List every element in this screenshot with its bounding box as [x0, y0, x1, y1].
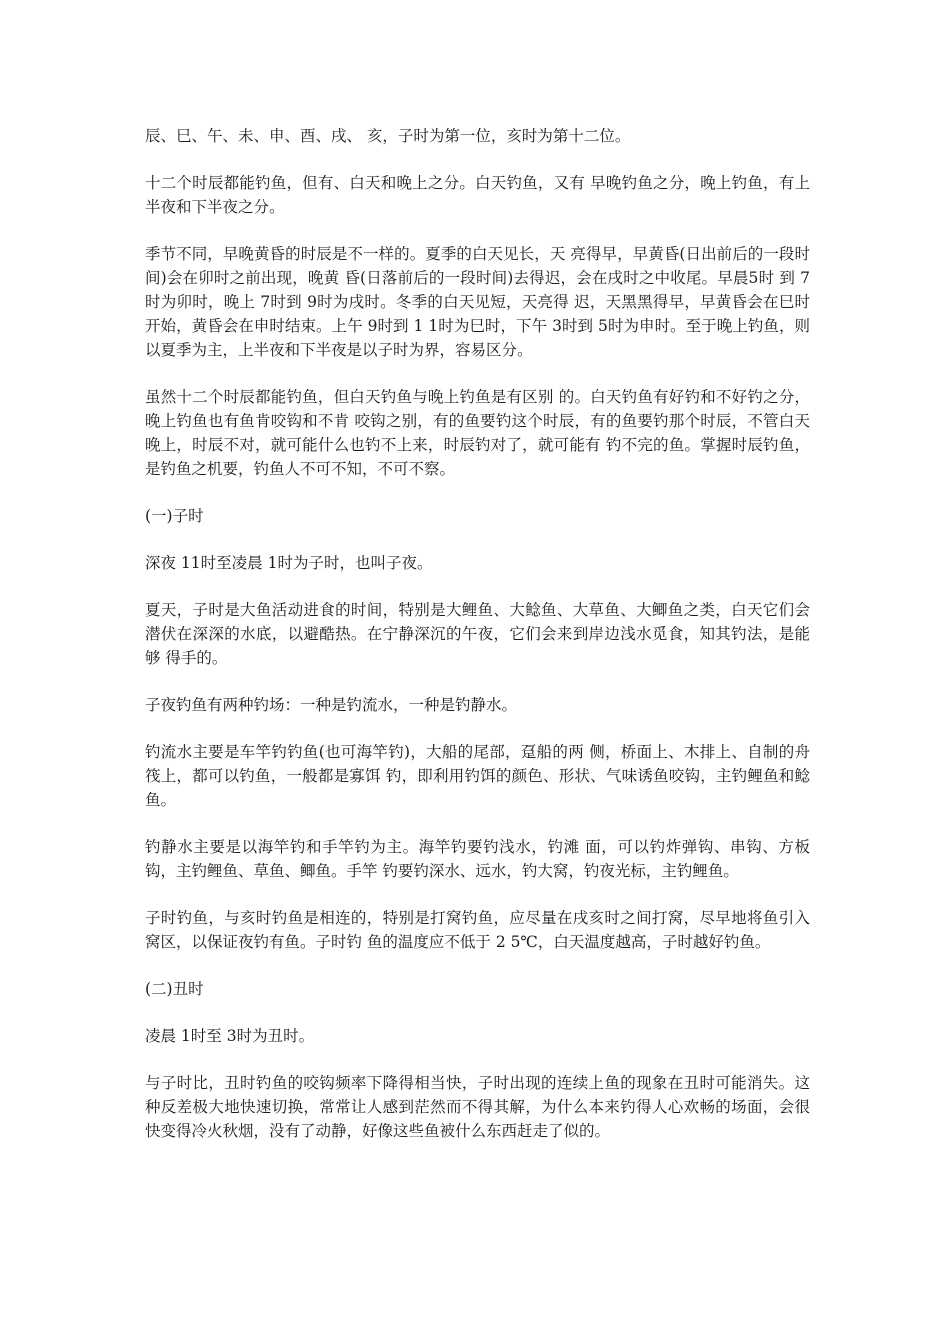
paragraph-twelve-periods: 十二个时辰都能钓鱼，但有、白天和晚上之分。白天钓鱼，又有 早晚钓鱼之分，晚上钓鱼，有上半夜和下半夜之分。 — [145, 174, 810, 216]
document-page — [145, 124, 810, 1166]
paragraph-chou-hour-drop: 与子时比，丑时钓鱼的咬钩频率下降得相当快，子时出现的连续上鱼的现象在丑时可能消失。这种反差极大地快速切换，常常让人感到茫然而不得其解，为什么本来钓得人心欢畅的场面，会很快变得冷火秋烟，没有了动静，好像这些鱼被什么东西赶走了似的。 — [145, 1074, 810, 1140]
paragraph-still-water: 钓静水主要是以海竿钓和手竿钓为主。海竿钓要钓浅水，钓滩 面，可以钓炸弹钩、串钩、方板钩，主钓鲤鱼、草鱼、鲫鱼。手竿 钓要钓深水、远水，钓大窝，钓夜光标，主钓鲤鱼。 — [145, 838, 810, 880]
paragraph-zi-hour-summer: 夏天，子时是大鱼活动进食的时间，特别是大鲤鱼、大鲶鱼、大草鱼、大鲫鱼之类，白天它们会潜伏在深深的水底，以避酷热。在宁静深沉的午夜，它们会来到岸边浅水觅食，知其钓法，是能够 得手的。 — [145, 601, 810, 667]
paragraph-chou-hour-definition: 凌晨 1时至 3时为丑时。 — [145, 1027, 315, 1045]
section-heading-chou-hour: (二)丑时 — [145, 980, 204, 998]
section-heading-zi-hour: (一)子时 — [145, 507, 204, 525]
paragraph-zi-hour-two-venues: 子夜钓鱼有两种钓场：一种是钓流水，一种是钓静水。 — [145, 696, 518, 714]
paragraph-earthly-branches-order: 辰、巳、午、未、申、酉、戌、 亥，子时为第一位，亥时为第十二位。 — [145, 127, 631, 145]
paragraph-zi-hour-baiting: 子时钓鱼，与亥时钓鱼是相连的，特别是打窝钓鱼，应尽量在戌亥时之间打窝，尽早地将鱼引入窝区，以保证夜钓有鱼。子时钓 鱼的温度应不低于 2 5℃，白天温度越高，子时越好钓鱼。 — [145, 909, 810, 951]
paragraph-flowing-water: 钓流水主要是车竿钓钓鱼(也可海竿钓)，大船的尾部，趸船的两 侧，桥面上、木排上、自制的舟筏上，都可以钓鱼，一般都是寡饵 钓，即利用钓饵的颜色、形状、气味诱鱼咬钩，主钓鲤鱼和鲶鱼。 — [145, 743, 810, 809]
paragraph-seasonal-dusk: 季节不同，早晚黄昏的时辰是不一样的。夏季的白天见长，天 亮得早，早黄昏(日出前后的一段时间)会在卯时之前出现，晚黄 昏(日落前后的一段时间)去得迟，会在戌时之中收尾。早晨5时 到 7时为卯时，晚上 7时到 9时为戌时。冬季的白天见短，天亮得 迟，天黑黑得早，早黄昏会在巳时开始，黄昏会在申时结束。上午 9时到 1 1时为巳时，下午 3时到 5时为申时。至于晚上钓鱼，则 以夏季为主，上半夜和下半夜是以子时为界，容易区分。 — [145, 245, 810, 359]
paragraph-zi-hour-definition: 深夜 11时至凌晨 1时为子时，也叫子夜。 — [145, 554, 433, 572]
paragraph-day-vs-night: 虽然十二个时辰都能钓鱼，但白天钓鱼与晚上钓鱼是有区别 的。白天钓鱼有好钓和不好钓之分，晚上钓鱼也有鱼肯咬钩和不肯 咬钩之别，有的鱼要钓这个时辰，有的鱼要钓那个时辰，不管白天 晚上，时辰不对，就可能什么也钓不上来，时辰钓对了，就可能有 钓不完的鱼。掌握时辰钓鱼，是钓鱼之机要，钓鱼人不可不知，不可不察。 — [145, 388, 810, 478]
